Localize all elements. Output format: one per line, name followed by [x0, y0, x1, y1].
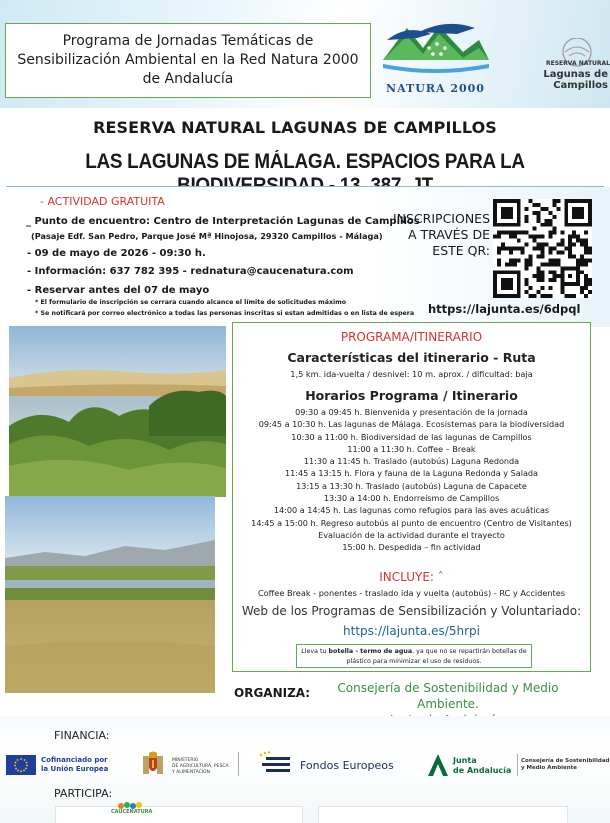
includes-list: Coffee Break - ponentes - traslado ida y vuelta (autobús) - RC y Accidentes [257, 588, 566, 598]
qr-module [525, 219, 529, 223]
qr-module [556, 262, 560, 266]
route-features: 1,5 km. ida-vuelta / desnivel: 10 m. aprox. / dificultad: baja [290, 369, 533, 379]
funding-label: FINANCIA: [54, 729, 110, 742]
qr-module [568, 235, 572, 239]
qr-module [544, 207, 548, 211]
qr-module [584, 258, 588, 262]
qr-module [584, 231, 588, 235]
qr-module [541, 250, 545, 254]
qr-module [517, 247, 521, 251]
qr-module [533, 294, 537, 298]
ministry-text-line: DE AGRICULTURA, PESCA [172, 764, 229, 769]
qr-module [552, 247, 556, 251]
eu-flag-icon [6, 755, 36, 775]
lagoon-photo [9, 326, 226, 497]
qr-module [533, 235, 537, 239]
qr-module [552, 274, 556, 278]
qr-module [497, 258, 501, 262]
qr-module [564, 247, 568, 251]
qr-module [544, 223, 548, 227]
qr-module [537, 270, 541, 274]
water-notice-line: plástico para minimizar el uso de residuos. [346, 658, 482, 665]
qr-module [541, 254, 545, 258]
qr-module [501, 207, 513, 219]
qr-module [537, 215, 541, 219]
qr-module [525, 243, 529, 247]
qr-module [544, 219, 548, 223]
qr-module [509, 235, 513, 239]
junta-andalucia-icon [426, 754, 450, 776]
qr-module [588, 247, 592, 251]
qr-module [537, 278, 541, 282]
qr-module [525, 278, 529, 282]
qr-module [560, 231, 564, 235]
qr-module [541, 262, 545, 266]
footer-separator [517, 754, 518, 776]
qr-module [568, 294, 572, 298]
qr-module [552, 203, 556, 207]
schedule-item: 13:15 a 13:30 h. Traslado (autobús) Laguna de Capacete [296, 480, 527, 491]
qr-module [513, 247, 517, 251]
qr-module [580, 258, 584, 262]
schedule-item: 14:45 a 15:00 h. Regreso autobús al punto de encuentro (Centro de Visitantes) [251, 517, 572, 528]
qr-module [588, 282, 592, 286]
qr-module [552, 231, 556, 235]
qr-module [544, 262, 548, 266]
programa-title: Programa de Jornadas Temáticas de Sensibilización Ambiental en la Red Natura 2000 de Andalucía [5, 23, 371, 98]
qr-module [552, 278, 556, 282]
schedule-item: 09:30 a 09:45 h. Bienvenida y presentación de la jornada [295, 407, 528, 417]
qr-module [556, 274, 560, 278]
qr-module [525, 290, 529, 294]
qr-module [533, 274, 537, 278]
spain-coat-of-arms-icon [138, 750, 168, 778]
qr-module [548, 278, 552, 282]
qr-module [568, 247, 572, 251]
qr-module [529, 254, 533, 258]
qr-module [556, 207, 560, 211]
qr-module [513, 235, 517, 239]
web-link[interactable]: https://lajunta.es/5hrpi [343, 624, 480, 638]
qr-module [544, 243, 548, 247]
qr-module [505, 247, 509, 251]
qr-module [537, 219, 541, 223]
organizer-line: Consejería de Sostenibilidad y Medio Ambiente. [337, 681, 559, 711]
consejeria-text-line: Consejería de Sostenibilidad [521, 758, 610, 764]
qr-module [572, 235, 576, 239]
qr-module [556, 243, 560, 247]
qr-module [556, 250, 560, 254]
qr-module [548, 250, 552, 254]
water-bottle-notice [296, 644, 532, 668]
qr-module [568, 239, 572, 243]
qr-module [525, 215, 529, 219]
qr-module [552, 258, 556, 262]
qr-module [493, 235, 497, 239]
qr-module [588, 278, 592, 282]
qr-module [525, 207, 529, 211]
qr-module [541, 270, 545, 274]
qr-module [576, 258, 580, 262]
reserve-title: RESERVA NATURAL LAGUNAS DE CAMPILLOS [93, 118, 497, 137]
note-email: * Se notificará por correo electrónico a todas las personas inscritas si estan admitidas o en lista de espera [35, 310, 415, 317]
water-notice-bold: botella - termo de agua [328, 648, 413, 655]
eu-text-line: la Unión Europea [41, 765, 109, 773]
schedule-item: 11:45 a 13:15 h. Flora y fauna de la Laguna Redonda y Salada [284, 468, 539, 479]
participant-card [318, 806, 568, 823]
qr-module [548, 270, 552, 274]
campillos-logo-text: Lagunas de Campillos [543, 69, 608, 91]
web-title: Web de los Programas de Sensibilización y Voluntariado: [241, 604, 582, 618]
reservation-deadline: - Reservar antes del 07 de mayo [27, 285, 210, 296]
qr-module [509, 247, 513, 251]
qr-module [537, 290, 541, 294]
contact-info: - Información: 637 782 395 - rednatura@caucenatura.com [27, 266, 354, 277]
qr-module [513, 258, 517, 262]
qr-module [560, 250, 564, 254]
qr-module [541, 207, 545, 211]
qr-module [541, 223, 545, 227]
qr-module [556, 258, 560, 262]
qr-module [533, 211, 537, 215]
qr-module [584, 250, 588, 254]
qr-module [548, 219, 552, 223]
qr-module [544, 294, 548, 298]
schedule-item: 14:00 a 14:45 h. Las lagunas como refugios para las aves acuáticas [273, 505, 550, 516]
qr-module [537, 203, 541, 207]
qr-module [537, 274, 541, 278]
qr-module [501, 243, 505, 247]
qr-module [537, 254, 541, 258]
qr-module [568, 243, 572, 247]
qr-module [517, 258, 521, 262]
qr-module [580, 254, 584, 258]
qr-module [525, 266, 529, 270]
qr-module [513, 262, 517, 266]
qr-module [548, 247, 552, 251]
qr-module [588, 250, 592, 254]
qr-module [513, 231, 517, 235]
qr-module [529, 286, 533, 290]
ministry-text-line: Y ALIMENTACIÓN [172, 770, 210, 775]
program-title: PROGRAMA/ITINERARIO [340, 330, 483, 344]
qr-module [537, 243, 541, 247]
qr-module [580, 270, 584, 274]
qr-module [497, 262, 501, 266]
qr-module [521, 231, 525, 235]
consejeria-text-line: y Medio Ambiente [521, 765, 578, 771]
qr-module [576, 235, 580, 239]
note-form-limit: * El formulario de inscripción se cerrara cuando alcance el límite de solicitudes máximo [35, 299, 347, 306]
qr-module [525, 262, 529, 266]
schedule-item: 13:30 a 14:00 h. Endorreísmo de Campillos [323, 493, 500, 504]
qr-module [572, 254, 576, 258]
qr-module [505, 262, 509, 266]
qr-module [537, 266, 541, 270]
qr-module [541, 274, 545, 278]
qr-module [541, 278, 545, 282]
meeting-address: (Pasaje Edf. San Pedro, Parque José Mª Hinojosa, 29320 Campillos - Málaga) [31, 231, 383, 241]
qr-module [552, 215, 556, 219]
qr-module [552, 227, 556, 231]
qr-module [584, 278, 588, 282]
qr-module [580, 286, 584, 290]
qr-module [505, 231, 509, 235]
registration-qr-code[interactable] [493, 199, 592, 298]
participants-label: PARTICIPA: [54, 787, 113, 800]
qr-module [552, 262, 556, 266]
qr-module [572, 207, 584, 219]
countryside-photo [5, 496, 215, 693]
qr-module [525, 231, 529, 235]
qr-module [584, 243, 588, 247]
qr-module [501, 278, 513, 290]
qr-module [572, 231, 576, 235]
qr-module [529, 294, 533, 298]
qr-module [568, 254, 572, 258]
schedule-title: Horarios Programa / Itinerario [305, 388, 518, 403]
qr-module [576, 239, 580, 243]
qr-module [588, 258, 592, 262]
ministry-text-line: MINISTERIO [172, 758, 199, 763]
organizer-label: ORGANIZA: [234, 686, 311, 700]
campillos-logo-small-text: RESERVA NATURAL [546, 60, 610, 67]
route-features-title: Características del itinerario - Ruta [287, 350, 536, 365]
qr-module [584, 286, 588, 290]
registration-qr-label [382, 211, 490, 259]
schedule-list [232, 406, 591, 554]
qr-module [584, 282, 588, 286]
schedule-item: 11:30 a 11:45 h. Traslado (autobús) Laguna Redonda [303, 456, 520, 467]
qr-module [580, 243, 584, 247]
schedule-item: 11:00 a 11:30 h. Coffee – Break [347, 443, 476, 454]
qr-module [533, 239, 537, 243]
qr-module [521, 250, 525, 254]
footer-separator [238, 752, 239, 776]
qr-module [525, 258, 529, 262]
natura-2000-text: NATURA 2000 [386, 82, 485, 95]
schedule-item: 09:45 a 10:30 h. Las lagunas de Málaga. Ecosistemas para la biodiversidad [258, 419, 565, 430]
water-notice-line [297, 647, 531, 657]
ministry-text [172, 758, 229, 776]
activity-date: - 09 de mayo de 2026 - 09:30 h. [27, 248, 206, 259]
qr-module [552, 270, 556, 274]
qr-module [584, 262, 588, 266]
activity-title: LAS LAGUNAS DE MÁLAGA. ESPACIOS PARA LA [85, 150, 525, 173]
qr-module [580, 290, 584, 294]
meeting-point: _ Punto de encuentro: Centro de Interpretación Lagunas de Campillos [26, 216, 420, 227]
qr-module [537, 211, 541, 215]
qr-module [537, 247, 541, 251]
includes-title: INCLUYE: ˆ [379, 570, 444, 584]
qr-module [517, 231, 521, 235]
qr-module [552, 199, 556, 203]
qr-module [529, 235, 533, 239]
qr-module [501, 231, 505, 235]
schedule-item: Evaluación de la actividad durante el trayecto [318, 529, 505, 540]
qr-module [568, 250, 572, 254]
qr-module [548, 258, 552, 262]
qr-module [541, 235, 545, 239]
qr-module [548, 286, 552, 290]
qr-module [509, 250, 513, 254]
registration-label-line: INSCRIPCIONES [392, 211, 490, 226]
qr-module [541, 243, 545, 247]
qr-module [564, 294, 568, 298]
qr-module [560, 286, 564, 290]
qr-module [541, 247, 545, 251]
qr-module [521, 247, 525, 251]
qr-module [529, 199, 533, 203]
qr-module [548, 235, 552, 239]
qr-module [548, 262, 552, 266]
qr-module [533, 247, 537, 251]
eu-cofinanced-text [41, 756, 108, 774]
qr-module [509, 231, 513, 235]
qr-module [497, 231, 501, 235]
qr-module [580, 262, 584, 266]
junta-text-line: Junta [453, 756, 477, 765]
qr-module [576, 262, 580, 266]
registration-url[interactable]: https://lajunta.es/6dpql [428, 302, 581, 316]
qr-module [541, 294, 545, 298]
qr-module [560, 239, 564, 243]
water-notice-text: , ya que no se repartirán botellas de [412, 648, 527, 655]
qr-module [497, 247, 501, 251]
qr-module [548, 294, 552, 298]
qr-module [529, 262, 533, 266]
junta-text-line: de Andalucía [453, 766, 512, 775]
consejeria-text [521, 758, 610, 772]
qr-module [588, 290, 592, 294]
qr-module [537, 235, 541, 239]
qr-module [584, 239, 588, 243]
qr-module [497, 250, 501, 254]
qr-module [560, 290, 564, 294]
qr-module [525, 282, 529, 286]
participant-card [55, 806, 303, 823]
schedule-item: 10:30 a 11:00 h. Biodiversidad de las lagunas de Campillos [291, 431, 532, 442]
caucenatura-text: CAUCENATURA [111, 809, 153, 815]
qr-module [529, 258, 533, 262]
qr-module [548, 211, 552, 215]
qr-module [548, 231, 552, 235]
free-activity-label: - ACTIVIDAD GRATUITA [40, 195, 165, 208]
fondos-europeos-icon [256, 751, 296, 777]
qr-module [509, 262, 513, 266]
qr-module [548, 223, 552, 227]
fondos-europeos-text: Fondos Europeos [300, 759, 394, 772]
qr-module [584, 274, 588, 278]
qr-module [533, 227, 537, 231]
eu-text-line: Cofinanciado por [41, 756, 108, 764]
qr-module [497, 235, 501, 239]
water-notice-text: Lleva tu [301, 648, 329, 655]
qr-module [568, 274, 572, 278]
qr-module [580, 239, 584, 243]
qr-module [541, 286, 545, 290]
qr-module [572, 243, 576, 247]
qr-module [584, 294, 588, 298]
qr-module [556, 199, 560, 203]
qr-module [517, 239, 521, 243]
registration-label-line: ESTE QR: [432, 243, 490, 258]
qr-module [572, 294, 576, 298]
qr-module [533, 203, 537, 207]
qr-module [501, 247, 505, 251]
qr-module [584, 247, 588, 251]
qr-module [509, 258, 513, 262]
registration-label-line: A TRAVÉS DE [408, 227, 490, 242]
junta-andalucia-text [453, 756, 511, 776]
qr-module [560, 243, 564, 247]
schedule-item: 15:00 h. Despedida – fin actividad [342, 542, 481, 553]
